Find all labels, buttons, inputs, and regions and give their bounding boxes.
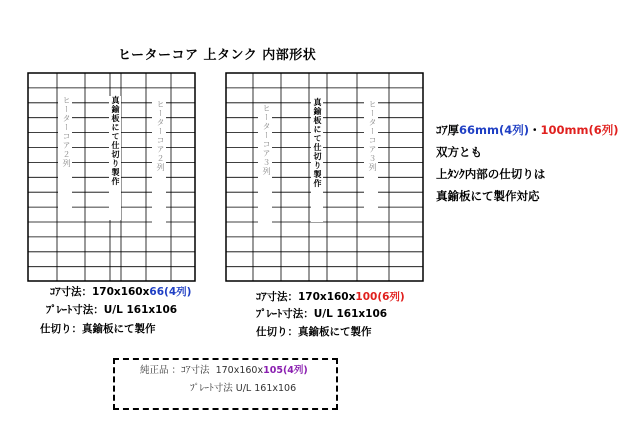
left-core-size-prefix: ｺｱ寸法：170x160x — [50, 286, 150, 298]
right-core-label-1: ヒーターコア３列 — [258, 104, 272, 228]
genuine-core-thickness: 105 — [263, 365, 283, 376]
right-core-rows: (6列) — [377, 291, 405, 303]
side-note-rows1: (4列) — [498, 123, 529, 137]
left-core-label-2: ヒーターコア２列 — [152, 100, 166, 224]
right-partition-spec: 仕切り：真鍮板にて製作 — [256, 326, 372, 338]
right-core-size-prefix: ｺｱ寸法：170x160x — [256, 291, 356, 303]
left-plate-size: ﾌﾟﾚｰﾄ寸法：U/L 161x106 — [46, 304, 178, 316]
right-plate-size: ﾌﾟﾚｰﾄ寸法：U/L 161x106 — [256, 308, 388, 320]
side-note-line-4: 真鍮板にて製作対応 — [436, 189, 540, 203]
side-note-val1: 66mm — [459, 123, 499, 137]
page-title: ヒーターコア 上タンク 内部形状 — [118, 48, 317, 63]
right-core-label-2: ヒーターコア３列 — [364, 100, 378, 218]
right-partition-label: 真鍮板にて仕切り製作 — [311, 98, 323, 222]
side-note-rows2: (6列) — [588, 123, 619, 137]
side-note-prefix: ｺｱ厚 — [436, 123, 459, 137]
side-note-line-3: 上ﾀﾝｸ内部の仕切りは — [436, 167, 546, 181]
side-note — [436, 119, 619, 207]
side-note-line-2: 双方とも — [436, 145, 482, 159]
right-core-thickness: 100 — [355, 291, 378, 303]
left-core-label-1: ヒーターコア２列 — [58, 96, 72, 220]
left-partition-label: 真鍮板にて仕切り製作 — [109, 96, 121, 220]
genuine-label: 純正品 ：ｺｱ寸法 — [140, 365, 210, 376]
left-partition-spec: 仕切り：真鍮板にて製作 — [40, 323, 156, 335]
left-core-rows: (4列) — [164, 286, 192, 298]
genuine-plate-size: ﾌﾟﾚｰﾄ寸法 U/L 161x106 — [190, 383, 297, 394]
left-core-thickness: 66 — [149, 286, 165, 298]
side-note-val2: 100mm — [540, 123, 589, 137]
side-note-line-1 — [436, 119, 619, 141]
genuine-core-rows: (4列) — [282, 365, 308, 376]
right-core-size — [256, 289, 405, 304]
genuine-core-size — [140, 362, 308, 376]
right-tank-drawing — [226, 73, 423, 281]
genuine-core-prefix: 170x160x — [215, 365, 264, 376]
side-note-sep: ・ — [529, 123, 541, 137]
left-core-size — [50, 284, 191, 299]
